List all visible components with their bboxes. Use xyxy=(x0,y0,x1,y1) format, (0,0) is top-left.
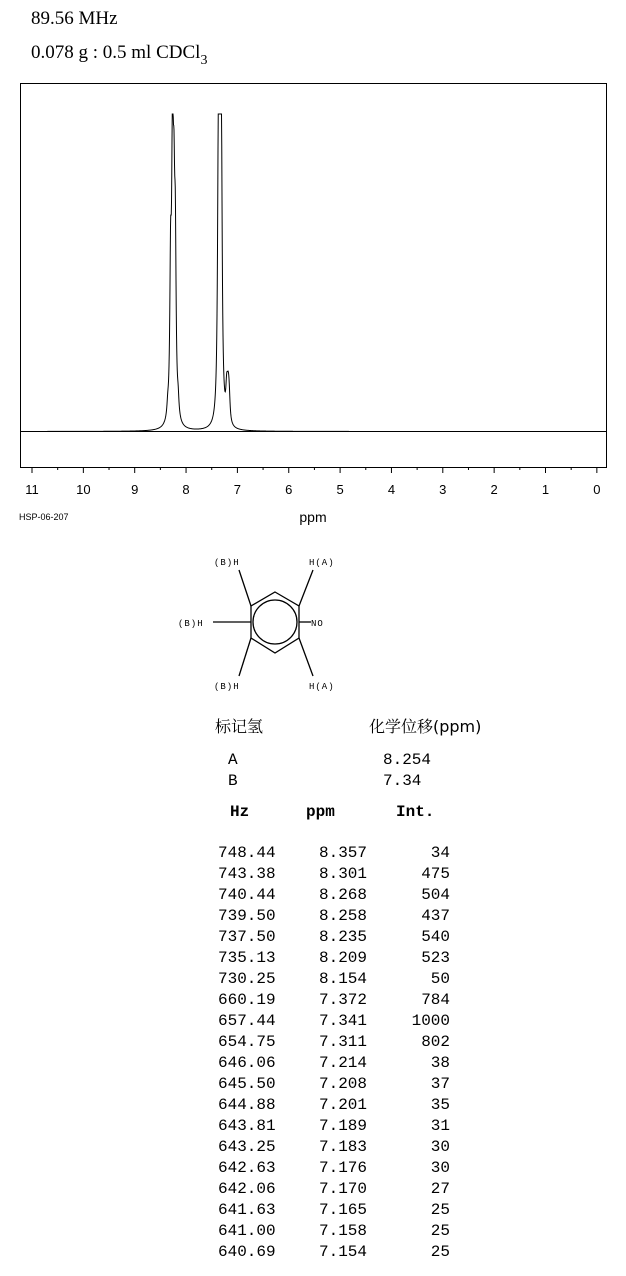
hz-cell: 641.63 xyxy=(218,1201,276,1219)
atom-label: (B)H xyxy=(214,558,240,568)
int-cell: 25 xyxy=(430,1243,450,1261)
hz-cell: 640.69 xyxy=(218,1243,276,1261)
int-cell: 27 xyxy=(430,1180,450,1198)
hz-cell: 730.25 xyxy=(218,970,276,988)
int-cell: 30 xyxy=(430,1159,450,1177)
atom-label: NO xyxy=(311,619,324,629)
hz-cell: 643.81 xyxy=(218,1117,276,1135)
ppm-cell: 8.268 xyxy=(319,886,368,904)
assignment-shift: 8.254 xyxy=(383,751,432,769)
aromatic-circle xyxy=(253,600,297,644)
ppm-cell: 7.214 xyxy=(319,1054,368,1072)
int-cell: 30 xyxy=(430,1138,450,1156)
int-cell: 37 xyxy=(430,1075,450,1093)
x-tick-label: 8 xyxy=(182,482,190,497)
int-cell: 437 xyxy=(421,907,450,925)
x-tick-label: 6 xyxy=(285,482,293,497)
spectrum-code: HSP-06-207 xyxy=(19,512,69,522)
bond xyxy=(239,638,251,676)
x-tick-label: 1 xyxy=(541,482,550,497)
ppm-cell: 8.258 xyxy=(319,907,368,925)
hz-cell: 644.88 xyxy=(218,1096,276,1114)
hz-cell: 645.50 xyxy=(218,1075,276,1093)
atom-label: (B)H xyxy=(178,619,204,629)
ppm-cell: 7.165 xyxy=(319,1201,368,1219)
col-header-hz: Hz xyxy=(230,803,250,821)
x-tick-label: 11 xyxy=(25,482,39,497)
int-cell: 34 xyxy=(430,844,450,862)
int-cell: 504 xyxy=(421,886,450,904)
ppm-cell: 7.341 xyxy=(319,1012,368,1030)
int-cell: 25 xyxy=(430,1222,450,1240)
ppm-cell: 7.372 xyxy=(319,991,368,1009)
x-tick-label: 4 xyxy=(387,482,396,497)
x-tick-label: 5 xyxy=(336,482,344,497)
x-tick-label: 7 xyxy=(233,482,242,497)
hz-cell: 735.13 xyxy=(218,949,276,967)
hz-cell: 737.50 xyxy=(218,928,276,946)
ppm-cell: 8.301 xyxy=(319,865,368,883)
ppm-cell: 7.189 xyxy=(319,1117,368,1135)
ppm-cell: 7.170 xyxy=(319,1180,368,1198)
atom-label: H(A) xyxy=(309,558,335,568)
x-tick-label: 2 xyxy=(490,482,498,497)
x-tick-label: 3 xyxy=(439,482,447,497)
atom-label: H(A) xyxy=(309,682,335,692)
int-cell: 784 xyxy=(421,991,450,1009)
x-tick-label: 10 xyxy=(76,482,91,497)
int-cell: 50 xyxy=(430,970,450,988)
ppm-cell: 7.176 xyxy=(319,1159,368,1177)
col-header-int: Int. xyxy=(396,803,435,821)
atom-label: (B)H xyxy=(214,682,240,692)
hz-cell: 642.63 xyxy=(218,1159,276,1177)
int-cell: 31 xyxy=(430,1117,450,1135)
ppm-cell: 7.183 xyxy=(319,1138,368,1156)
assignment-label: B xyxy=(228,772,238,790)
hz-cell: 646.06 xyxy=(218,1054,276,1072)
assignment-label: A xyxy=(228,751,238,769)
col-header-ppm: ppm xyxy=(306,803,335,821)
x-tick-label: 0 xyxy=(593,482,601,497)
hz-cell: 641.00 xyxy=(218,1222,276,1240)
int-cell: 25 xyxy=(430,1201,450,1219)
bond xyxy=(299,638,313,676)
ppm-cell: 7.311 xyxy=(319,1033,368,1051)
hz-cell: 743.38 xyxy=(218,865,276,883)
assignment-shift: 7.34 xyxy=(383,772,422,790)
ppm-cell: 8.235 xyxy=(319,928,368,946)
x-axis-label: ppm xyxy=(299,509,327,525)
label-header: 标记氢 xyxy=(215,717,264,736)
int-cell: 540 xyxy=(421,928,450,946)
bond xyxy=(239,570,251,606)
spectrometer-frequency: 89.56 MHz xyxy=(31,8,118,29)
sample-subscript: 3 xyxy=(200,53,208,68)
bond xyxy=(299,570,313,606)
int-cell: 802 xyxy=(421,1033,450,1051)
hz-cell: 660.19 xyxy=(218,991,276,1009)
ppm-cell: 7.158 xyxy=(319,1222,368,1240)
ppm-cell: 7.201 xyxy=(319,1096,368,1114)
hz-cell: 657.44 xyxy=(218,1012,276,1030)
int-cell: 35 xyxy=(430,1096,450,1114)
shift-header: 化学位移(ppm) xyxy=(369,717,482,736)
ppm-cell: 8.154 xyxy=(319,970,368,988)
ppm-cell: 7.154 xyxy=(319,1243,368,1261)
ppm-cell: 8.357 xyxy=(319,844,368,862)
hz-cell: 654.75 xyxy=(218,1033,276,1051)
int-cell: 1000 xyxy=(411,1012,450,1030)
hz-cell: 739.50 xyxy=(218,907,276,925)
hz-cell: 643.25 xyxy=(218,1138,276,1156)
int-cell: 475 xyxy=(421,865,450,883)
ppm-cell: 7.208 xyxy=(319,1075,368,1093)
hz-cell: 740.44 xyxy=(218,886,276,904)
int-cell: 38 xyxy=(430,1054,450,1072)
x-tick-label: 9 xyxy=(131,482,139,497)
hz-cell: 748.44 xyxy=(218,844,276,862)
ppm-cell: 8.209 xyxy=(319,949,368,967)
hz-cell: 642.06 xyxy=(218,1180,276,1198)
sample-text: 0.078 g : 0.5 ml CDCl xyxy=(31,42,201,63)
int-cell: 523 xyxy=(421,949,450,967)
